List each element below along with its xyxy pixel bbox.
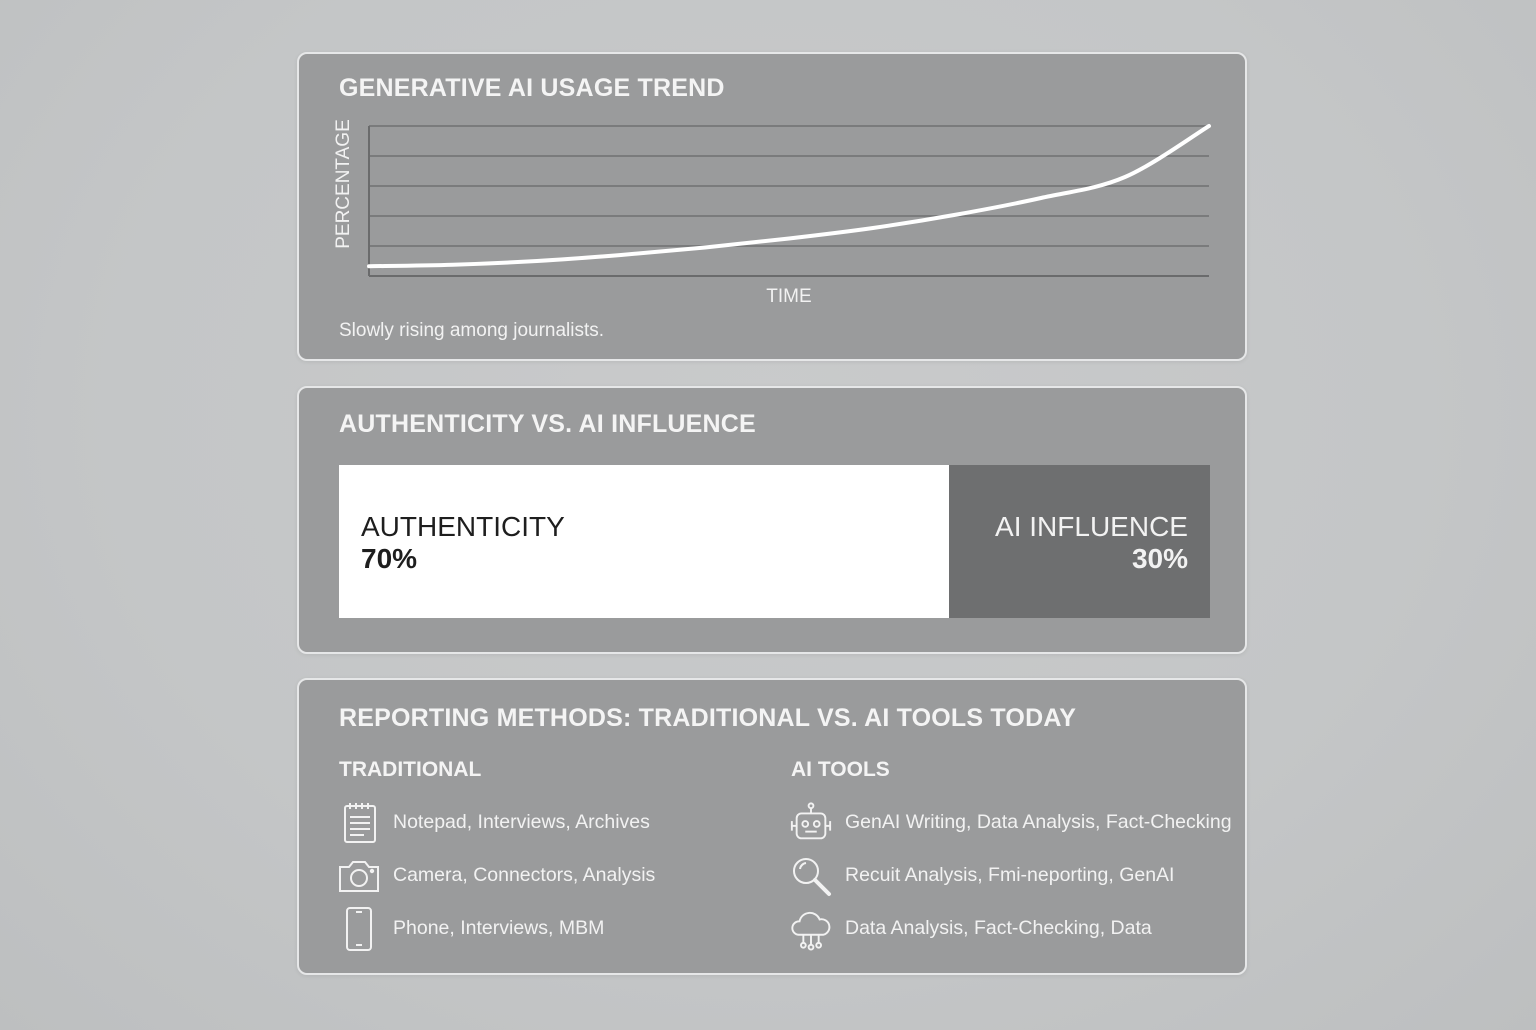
list-item xyxy=(789,849,1229,902)
ai-influence-value: 30% xyxy=(1131,543,1188,574)
usage-trend-line xyxy=(369,126,1209,266)
traditional-heading: TRADITIONAL xyxy=(339,758,482,781)
chart-gridlines xyxy=(369,126,1209,246)
usage-trend-title: GENERATIVE AI USAGE TREND xyxy=(339,74,725,102)
reporting-methods-card xyxy=(297,678,1247,975)
list-item-text: Camera, Connectors, Analysis xyxy=(393,864,656,886)
reporting-methods-title: REPORTING METHODS: TRADITIONAL VS. AI TOOLS TODAY xyxy=(339,704,1077,732)
cloud-icon xyxy=(789,907,833,951)
camera-icon xyxy=(337,854,381,898)
ai-tools-heading: AI TOOLS xyxy=(791,758,890,781)
traditional-column xyxy=(337,758,777,955)
authenticity-segment xyxy=(339,465,949,618)
list-item-text: Notepad, Interviews, Archives xyxy=(393,811,650,833)
authenticity-value: 70% xyxy=(361,543,418,574)
list-item-text: Recuit Analysis, Fmi-neporting, GenAI xyxy=(845,864,1175,886)
ai-influence-segment xyxy=(949,465,1210,618)
usage-trend-card xyxy=(297,52,1247,361)
authenticity-title: AUTHENTICITY VS. AI INFLUENCE xyxy=(339,410,756,438)
x-axis-label: TIME xyxy=(766,286,812,307)
authenticity-split-bar xyxy=(339,465,1210,618)
magnifier-icon xyxy=(789,854,833,898)
phone-icon xyxy=(337,907,381,951)
usage-trend-chart xyxy=(299,54,1245,359)
list-item xyxy=(789,902,1229,955)
list-item xyxy=(789,796,1232,849)
trend-note: Slowly rising among journalists. xyxy=(339,320,605,341)
authenticity-card xyxy=(297,386,1247,654)
list-item-text: Phone, Interviews, MBM xyxy=(393,917,605,939)
notepad-icon xyxy=(337,801,381,845)
ai-tools-column xyxy=(789,758,1232,955)
list-item xyxy=(337,849,777,902)
list-item xyxy=(337,902,777,955)
list-item-text: GenAI Writing, Data Analysis, Fact-Checking xyxy=(845,811,1232,833)
list-item-text: Data Analysis, Fact-Checking, Data xyxy=(845,917,1152,939)
y-axis-label: PERCENTAGE xyxy=(333,119,354,249)
ai-influence-label: AI INFLUENCE xyxy=(995,511,1188,542)
list-item xyxy=(337,796,777,849)
robot-icon xyxy=(789,801,833,845)
authenticity-label: AUTHENTICITY xyxy=(361,511,565,542)
